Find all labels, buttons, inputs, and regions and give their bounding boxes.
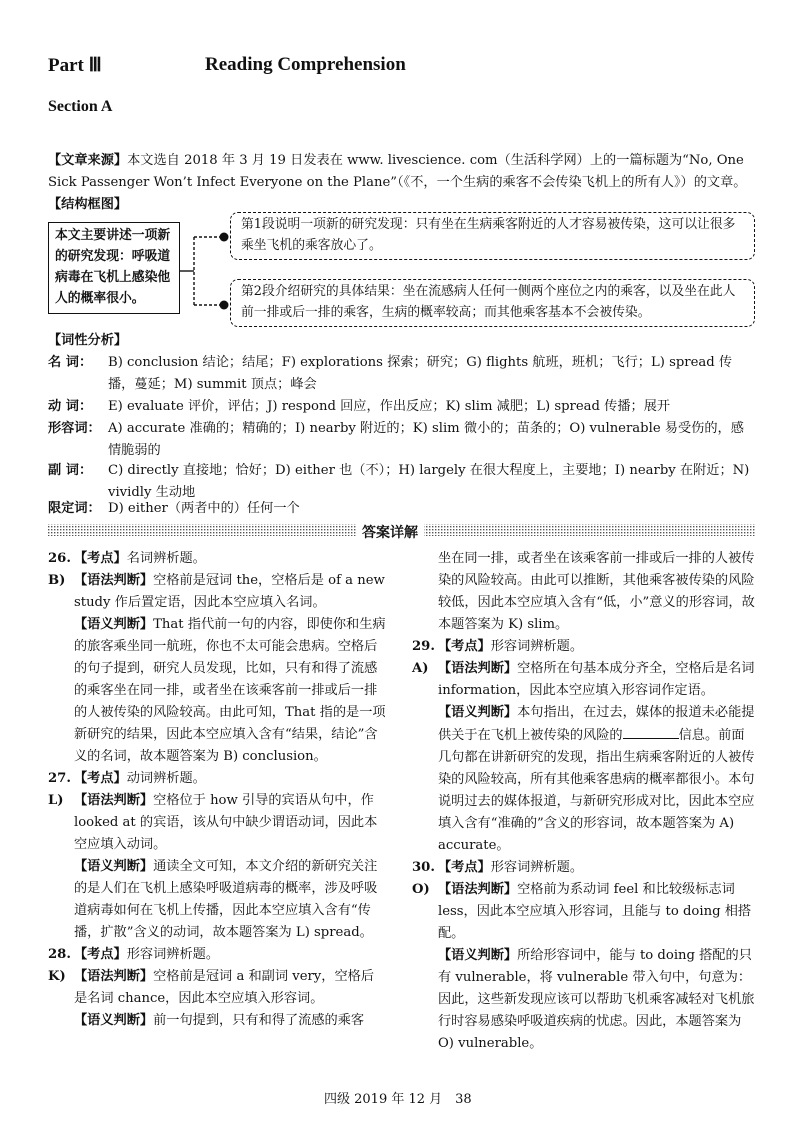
structure-point-1: 第1段说明一项新的研究发现：只有坐在生病乘客附近的人才容易被传染，这可以让很多乘坐飞机的乘客放心了。 <box>230 212 755 260</box>
item-label: 【考点】 <box>438 639 491 654</box>
pos-text: C) directly 直接地；恰好；D) either 也（不）；H) largely 在很大程度上，主要地；I) nearby 在附近；N) vividly 生动地 <box>108 463 750 500</box>
pos-row-verb <box>48 396 758 418</box>
part-number: Part Ⅲ <box>48 55 102 76</box>
page-footer: 四级 2019 年 12 月 38 <box>324 1092 472 1107</box>
item-label: 【语义判断】 <box>74 1013 154 1028</box>
item-text: 形容词辨析题。 <box>126 947 220 962</box>
section-title: Section A <box>48 98 113 115</box>
source-text: 本文选自 2018 年 3 月 19 日发表在 www. livescience. com（生活科学网）上的一篇标题为“No, One Sick Passenger Won’t Infect Everyone on the Plane”（《不，一个生病的乘客不会传染飞机上的所有人》）的文章。 <box>48 153 747 190</box>
item-text: 所给形容词中，能与 to doing 搭配的只有 vulnerable，将 vulnerable 带入句中，句意为：因此，这些新发现应该可以帮助飞机乘客减轻对飞机旅行时容易感染呼吸道疾病的忧虑。因此，本题答案为 O) vulnerable。 <box>438 948 755 1051</box>
pos-label: 动 词： <box>48 399 93 414</box>
item-text: 通读全文可知，本文介绍的新研究关注的是人们在飞机上感染呼吸道病毒的概率，涉及呼吸道病毒如何在飞机上传播，因此本空应填入含有“传播，扩散”含义的动词，故本题答案为 L) spread。 <box>74 859 378 940</box>
structure-point-2: 第2段介绍研究的具体结果：坐在流感病人任何一侧两个座位之内的乘客，以及坐在此人前一排或后一排的乘客，生病的概率较高；而其他乘客基本不会被传染。 <box>230 279 755 327</box>
item-text: 前一句提到，只有和得了流感的乘客 <box>153 1013 365 1028</box>
answer-item <box>48 548 386 570</box>
answer-item <box>412 857 756 879</box>
pos-text: D) either（两者中的）任何一个 <box>108 501 300 516</box>
item-label: 【考点】 <box>74 947 127 962</box>
pos-row-adjective <box>48 418 758 462</box>
item-label: 【语法判断】 <box>438 882 518 897</box>
answer-item <box>412 658 756 702</box>
answer-item <box>48 790 386 856</box>
pos-label: 形容词： <box>48 421 101 436</box>
answer-item <box>412 945 756 1055</box>
article-source <box>48 150 754 194</box>
answer-item <box>48 856 386 944</box>
part-title: Reading Comprehension <box>205 54 406 75</box>
item-label: 【语义判断】 <box>438 948 518 963</box>
item-number: K) <box>48 969 66 984</box>
item-label: 【考点】 <box>438 860 491 875</box>
answer-item <box>412 879 756 945</box>
item-number: O) <box>412 882 430 897</box>
pos-text: B) conclusion 结论；结尾；F) explorations 探索；研究；G) flights 航班，班机；飞行；L) spread 传播，蔓延；M) summit 顶点；峰会 <box>108 355 733 392</box>
item-text: 名词辨析题。 <box>126 551 206 566</box>
answer-item <box>48 768 386 790</box>
structure-label: 【结构框图】 <box>48 197 128 212</box>
answers-title: 答案详解 <box>356 522 424 542</box>
pos-row-noun <box>48 352 758 396</box>
item-text: 形容词辨析题。 <box>490 860 584 875</box>
item-label: 【语义判断】 <box>74 859 154 874</box>
pos-label: 限定词： <box>48 501 101 516</box>
item-text: 形容词辨析题。 <box>490 639 584 654</box>
answer-item <box>48 944 386 966</box>
item-text: 空格前是冠词 a 和副词 very，空格后是名词 chance，因此本空应填入形容词。 <box>74 969 375 1006</box>
item-text: 动词辨析题。 <box>126 771 206 786</box>
answer-blank <box>623 724 679 739</box>
answer-item <box>48 966 386 1010</box>
item-number: 27. <box>48 771 71 786</box>
pos-analysis-label: 【词性分析】 <box>48 333 128 348</box>
source-label: 【文章来源】 <box>48 153 128 168</box>
item-text: That 指代前一句的内容，即使你和生病的旅客乘坐同一航班，你也不太可能会患病。空格后的句子提到，研究人员发现，比如，只有和得了流感的乘客坐在同一排，或者坐在该乘客前一排或后一排的人被传染的风险较高。由此可知，That 指的是一项新研究的结果，因此本空应填入含有“结果，结论”含义的名词，故本题答案为 B) conclusion。 <box>74 617 386 764</box>
answer-item <box>48 570 386 614</box>
item-number: L) <box>48 793 64 808</box>
pos-label: 副 词： <box>48 463 93 478</box>
answer-item <box>412 636 756 658</box>
answer-item <box>412 702 756 857</box>
item-label: 【语法判断】 <box>74 573 154 588</box>
structure-main-box: 本文主要讲述一项新的研究发现：呼吸道病毒在飞机上感染他人的概率很小。 <box>48 222 180 314</box>
item-label: 【语法判断】 <box>74 793 154 808</box>
pos-text: A) accurate 准确的；精确的；I) nearby 附近的；K) slim 微小的；苗条的；O) vulnerable 易受伤的，感情脆弱的 <box>108 421 744 458</box>
item-text: 坐在同一排，或者坐在该乘客前一排或后一排的人被传染的风险较高。由此可以推断，其他乘客被传染的风险较低，因此本空应填入含有“低，小”意义的形容词，故本题答案为 K) slim。 <box>438 551 755 632</box>
item-label: 【语法判断】 <box>438 661 518 676</box>
item-label: 【考点】 <box>74 771 127 786</box>
answer-item <box>48 614 386 768</box>
item-label: 【语义判断】 <box>74 617 154 632</box>
item-label: 【语义判断】 <box>438 705 518 720</box>
item-text: 空格前为系动词 feel 和比较级标志词 less，因此本空应填入形容词，且能与 to doing 相搭配。 <box>438 882 752 941</box>
answer-item-continued <box>412 548 756 636</box>
item-number: 26. <box>48 551 71 566</box>
answer-item <box>48 1010 386 1032</box>
item-number: B) <box>48 573 66 588</box>
item-text: 空格位于 how 引导的宾语从句中，作 looked at 的宾语，该从句中缺少谓语动词，因此本空应填入动词。 <box>74 793 378 852</box>
item-text: 信息。前面几句都在讲新研究的发现，指出生病乘客附近的人被传染的风险较高，所有其他乘客患病的概率都很小。本句说明过去的媒体报道，与新研究形成对比，因此本空应填入含有“准确的”含义的形容词，故本题答案为 A) accurate。 <box>438 728 755 853</box>
pos-row-determiner <box>48 498 758 520</box>
item-number: 29. <box>412 639 435 654</box>
item-label: 【考点】 <box>74 551 127 566</box>
pos-label: 名 词： <box>48 355 93 370</box>
answers-left-column <box>48 548 386 1032</box>
answers-right-column <box>412 548 756 1055</box>
item-number: 30. <box>412 860 435 875</box>
item-number: A) <box>412 661 429 676</box>
pos-text: E) evaluate 评价，评估；J) respond 回应，作出反应；K) slim 减肥；L) spread 传播；展开 <box>108 399 671 414</box>
item-text: 空格前是冠词 the，空格后是 of a new study 作后置定语，因此本空应填入名词。 <box>74 573 385 610</box>
structure-connector <box>180 225 232 325</box>
item-label: 【语法判断】 <box>74 969 154 984</box>
item-number: 28. <box>48 947 71 962</box>
item-text: 本句指出，在过去，媒体的报道未必能提供关于在飞机上被传染的风险的 <box>438 705 755 743</box>
item-text: 空格所在句基本成分齐全，空格后是名词 information，因此本空应填入形容词作定语。 <box>438 661 755 698</box>
